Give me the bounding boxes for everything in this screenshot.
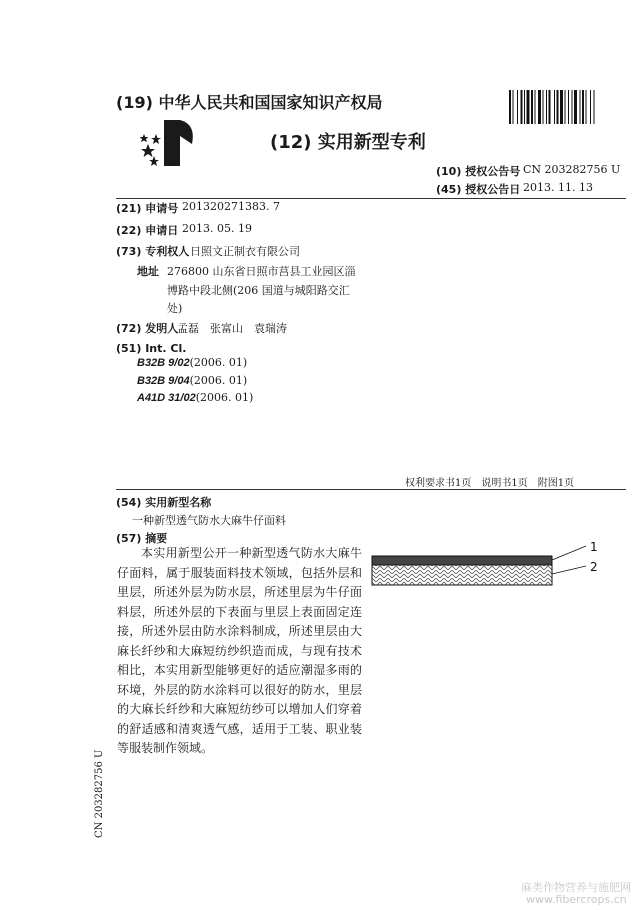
watermark-site-name: 麻类作物营养与施肥网 [521, 881, 631, 894]
ipc-entry [137, 356, 247, 369]
barcode [509, 90, 621, 124]
ipc-year: (2006. 01) [189, 356, 248, 369]
ipc-code: B32B 9/04 [137, 375, 190, 387]
header-divider [116, 198, 626, 199]
application-number-value: 201320271383. 7 [182, 200, 280, 213]
grant-number-value: CN 203282756 U [523, 163, 621, 176]
cnipa-logo [140, 116, 196, 176]
figure-label-1: 1 [590, 540, 598, 554]
pages-divider [116, 489, 626, 490]
figure-label-2: 2 [590, 560, 598, 574]
office-name: (19) 中华人民共和国国家知识产权局 [116, 93, 383, 112]
grant-date-value: 2013. 11. 13 [523, 181, 593, 194]
title-label: (54) 实用新型名称 [116, 496, 212, 509]
abstract-body [117, 544, 362, 759]
ipc-code: A41D 31/02 [137, 392, 196, 404]
abstract-text: 本实用新型公开一种新型透气防水大麻牛仔面料，属于服装面料技术领域，包括外层和里层，所述外层为防水层，所述里层为牛仔面料层，所述外层的下表面与里层上表面固定连接，所述外层由防水涂料制成，所述里层由大麻长纤纱和大麻短纺纱织造而成，与现有技术相比，本实用新型能够更好的适应潮湿多雨的环境，外层的防水涂料可以很好的防水，里层的大麻长纤纱和大麻短纺纱可以增加人们穿着的舒适感和清爽透气感，适用于工装、职业装等服装制作领域。 [117, 546, 362, 755]
watermark-url: www.fibercrops.cn [526, 893, 627, 906]
application-date-label: (22) 申请日 [116, 224, 179, 237]
application-date-value: 2013. 05. 19 [182, 222, 252, 235]
ipc-label: (51) Int. Cl. [116, 342, 187, 355]
address-line-1: 276800 山东省日照市莒县工业园区淄 [167, 265, 356, 278]
inventor-label: (72) 发明人 [116, 322, 179, 335]
pages-info: 权利要求书1页 说明书1页 附图1页 [405, 478, 575, 489]
grant-date-label: (45) 授权公告日 [436, 183, 521, 196]
side-document-code: CN 203282756 U [94, 749, 105, 838]
ipc-code: B32B 9/02 [137, 357, 190, 369]
ipc-year: (2006. 01) [195, 391, 254, 404]
title-value: 一种新型透气防水大麻牛仔面料 [132, 514, 286, 527]
patentee-label: (73) 专利权人 [116, 245, 190, 258]
fabric-cross-section-figure [368, 538, 608, 600]
application-number-label: (21) 申请号 [116, 202, 179, 215]
abstract-label: (57) 摘要 [116, 532, 168, 545]
address-line-3: 处) [167, 302, 183, 315]
ipc-year: (2006. 01) [189, 374, 248, 387]
patentee-value: 日照文正制衣有限公司 [190, 245, 300, 258]
ipc-entry [137, 391, 253, 404]
grant-number-label: (10) 授权公告号 [436, 165, 521, 178]
ipc-entry [137, 374, 247, 387]
address-line-2: 博路中段北侧(206 国道与城阳路交汇 [167, 284, 350, 297]
address-label: 地址 [137, 265, 159, 278]
inventor-value: 孟磊 张富山 袁瑞涛 [177, 322, 287, 335]
document-type: (12) 实用新型专利 [270, 132, 426, 153]
